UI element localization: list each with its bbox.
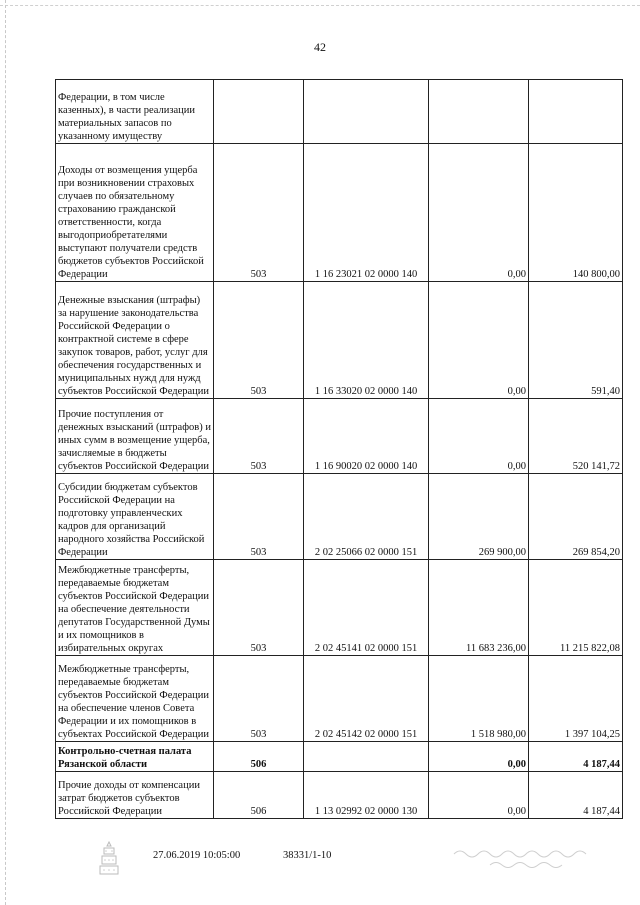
row-budget-code: 1 16 90020 02 0000 140: [304, 399, 429, 474]
row-admin-code: [214, 80, 304, 144]
row-executed-amount: 591,40: [529, 282, 623, 399]
row-budget-code: 1 16 23021 02 0000 140: [304, 144, 429, 282]
row-name: Контрольно-счетная палата Рязанской области: [56, 742, 214, 772]
row-admin-code: 503: [214, 474, 304, 560]
row-name: Прочие поступления от денежных взысканий (штрафов) и иных сумм в возмещение ущерба, зачисляемые в бюджеты субъектов Российской Федерации: [56, 399, 214, 474]
table-row: [56, 772, 623, 819]
row-plan-amount: 0,00: [429, 144, 529, 282]
table-row: [56, 742, 623, 772]
row-admin-code: 506: [214, 772, 304, 819]
row-name: Федерации, в том числе казенных), в части реализации материальных запасов по указанному имуществу: [56, 80, 214, 144]
scan-top-edge: [0, 5, 640, 6]
row-budget-code: 1 13 02992 02 0000 130: [304, 772, 429, 819]
row-executed-amount: 4 187,44: [529, 772, 623, 819]
page-number: 42: [314, 40, 326, 54]
table-row: [56, 144, 623, 282]
row-admin-code: 503: [214, 144, 304, 282]
row-name: Доходы от возмещения ущерба при возникновении страховых случаев по обязательному страхованию гражданской ответственности, когда выгодоприобретателями выступают получатели средств бюджетов субъектов Российской Федерации: [56, 144, 214, 282]
row-plan-amount: 0,00: [429, 399, 529, 474]
row-executed-amount: 1 397 104,25: [529, 656, 623, 742]
row-executed-amount: 520 141,72: [529, 399, 623, 474]
row-admin-code: 503: [214, 399, 304, 474]
row-name: Прочие доходы от компенсации затрат бюджетов субъектов Российской Федерации: [56, 772, 214, 819]
scan-left-edge: [5, 0, 6, 905]
row-executed-amount: [529, 80, 623, 144]
table-row: [56, 560, 623, 656]
watermark-signature: [450, 846, 600, 870]
row-executed-amount: 140 800,00: [529, 144, 623, 282]
row-budget-code: 1 16 33020 02 0000 140: [304, 282, 429, 399]
footer-date: 27.06.2019 10:05:00: [153, 850, 241, 861]
row-budget-code: 2 02 45141 02 0000 151: [304, 560, 429, 656]
row-admin-code: 503: [214, 656, 304, 742]
table-row: [56, 282, 623, 399]
row-name: Межбюджетные трансферты, передаваемые бюджетам субъектов Российской Федерации на обеспечение деятельности депутатов Государственной Думы и их помощников в избирательных округах: [56, 560, 214, 656]
row-admin-code: 503: [214, 282, 304, 399]
row-plan-amount: 0,00: [429, 772, 529, 819]
row-admin-code: 506: [214, 742, 304, 772]
row-name: Межбюджетные трансферты, передаваемые бюджетам субъектов Российской Федерации на обеспечение членов Совета Федерации и их помощников в субъектах Российской Федерации: [56, 656, 214, 742]
footer-doc-id: 38331/1-10: [283, 850, 332, 861]
table-row: [56, 474, 623, 560]
table-row: [56, 656, 623, 742]
row-plan-amount: [429, 80, 529, 144]
row-plan-amount: 11 683 236,00: [429, 560, 529, 656]
row-budget-code: [304, 742, 429, 772]
table-row: [56, 399, 623, 474]
row-admin-code: 503: [214, 560, 304, 656]
row-plan-amount: 0,00: [429, 282, 529, 399]
row-plan-amount: 0,00: [429, 742, 529, 772]
row-budget-code: [304, 80, 429, 144]
row-budget-code: 2 02 25066 02 0000 151: [304, 474, 429, 560]
row-name: Субсидии бюджетам субъектов Российской Федерации на подготовку управленческих кадров для организаций народного хозяйства Российской Федерации: [56, 474, 214, 560]
budget-table: [55, 79, 623, 819]
table-row: [56, 80, 623, 144]
stamp-icon: [98, 840, 120, 876]
row-executed-amount: 4 187,44: [529, 742, 623, 772]
row-executed-amount: 11 215 822,08: [529, 560, 623, 656]
row-executed-amount: 269 854,20: [529, 474, 623, 560]
row-name: Денежные взыскания (штрафы) за нарушение законодательства Российской Федерации о контрактной системе в сфере закупок товаров, работ, услуг для обеспечения государственных и муниципальных нужд для нужд субъектов Российской Федерации: [56, 282, 214, 399]
row-plan-amount: 1 518 980,00: [429, 656, 529, 742]
row-plan-amount: 269 900,00: [429, 474, 529, 560]
row-budget-code: 2 02 45142 02 0000 151: [304, 656, 429, 742]
